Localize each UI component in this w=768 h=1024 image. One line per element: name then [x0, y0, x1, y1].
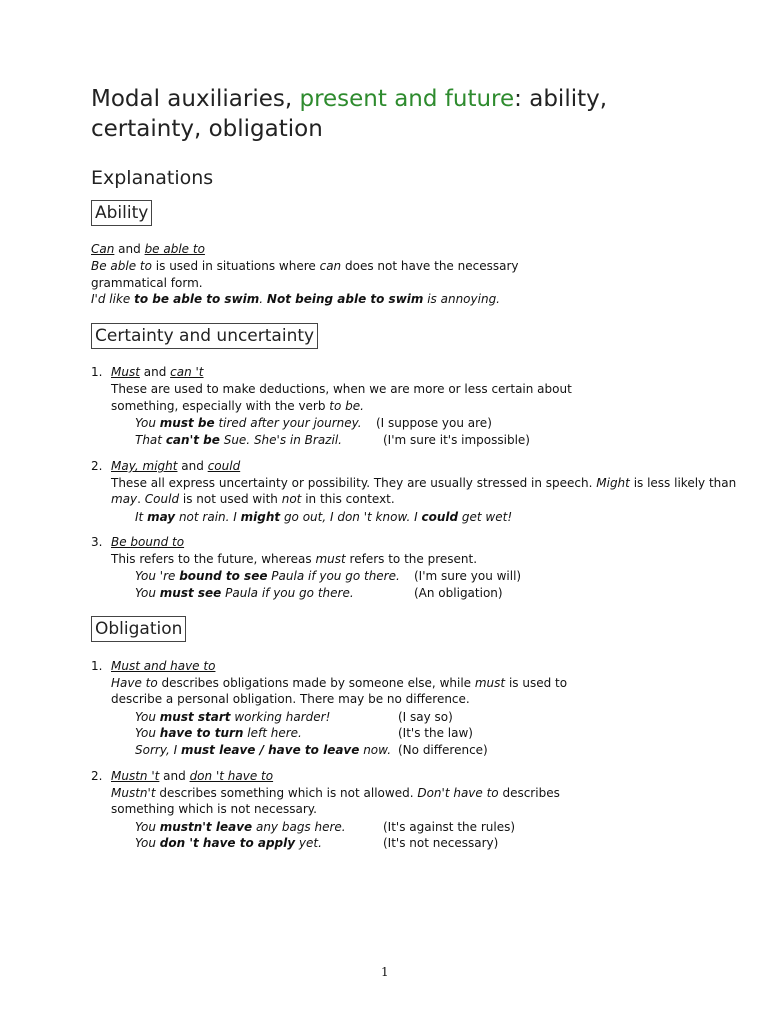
list-number: 3. [91, 535, 103, 549]
certainty-item3-example1: You 're bound to see Paula if you go there. [135, 569, 400, 583]
list-number: 1. [91, 659, 103, 673]
obligation-item2-note1: (It's against the rules) [383, 820, 516, 834]
list-number: 2. [91, 459, 103, 473]
certainty-item1-note1: (I suppose you are) [376, 416, 492, 430]
certainty-item1-example2: That can't be Sue. She's in Brazil. [135, 433, 342, 447]
obligation-heading: Obligation [91, 616, 186, 642]
obligation-item1-example3: Sorry, I must leave / have to leave now. [135, 743, 392, 757]
obligation-item2-example2: You don 't have to apply yet. [135, 836, 322, 850]
ability-example: I'd like to be able to swim. Not being able to swim is annoying. [91, 292, 500, 306]
certainty-item2-title: May, might and could [111, 459, 241, 473]
obligation-item1-title: Must and have to [111, 659, 216, 673]
obligation-item1-desc2: describe a personal obligation. There may be no difference. [111, 692, 470, 706]
ability-heading: Ability [91, 200, 152, 226]
certainty-item1-desc2: something, especially with the verb to be. [111, 399, 364, 413]
obligation-item1-note3: (No difference) [398, 743, 488, 757]
certainty-item3-example2: You must see Paula if you go there. [135, 586, 354, 600]
certainty-item3-note1: (I'm sure you will) [414, 569, 522, 583]
obligation-item2-example1: You mustn't leave any bags here. [135, 820, 346, 834]
obligation-item1-desc1: Have to describes obligations made by someone else, while must is used to [111, 676, 568, 690]
list-number: 2. [91, 769, 103, 783]
obligation-item2-desc2: something which is not necessary. [111, 802, 317, 816]
ability-desc-line2: grammatical form. [91, 276, 203, 290]
ability-desc-line1: Be able to is used in situations where can does not have the necessary [91, 259, 519, 273]
obligation-item1-note2: (It's the law) [398, 726, 473, 740]
title-highlight: present and future [299, 86, 515, 112]
obligation-item1-example1: You must start working harder! [135, 710, 331, 724]
certainty-item2-example: It may not rain. I might go out, I don 't know. I could get wet! [135, 510, 513, 524]
certainty-item1-example1: You must be tired after your journey. [135, 416, 362, 430]
obligation-item1-example2: You have to turn left here. [135, 726, 302, 740]
certainty-item1-note2: (I'm sure it's impossible) [383, 433, 530, 447]
certainty-item3-desc: This refers to the future, whereas must refers to the present. [111, 552, 478, 566]
explanations-heading: Explanations [91, 167, 214, 189]
page-title-line2: certainty, obligation [91, 116, 323, 142]
certainty-item3-title: Be bound to [111, 535, 185, 549]
certainty-item2-desc1: These all express uncertainty or possibility. They are usually stressed in speech. Might is less likely than [111, 476, 737, 490]
list-number: 1. [91, 365, 103, 379]
obligation-item2-note2: (It's not necessary) [383, 836, 499, 850]
obligation-item2-title: Mustn 't and don 't have to [111, 769, 274, 783]
certainty-item1-title: Must and can 't [111, 365, 204, 379]
certainty-item1-desc1: These are used to make deductions, when we are more or less certain about [111, 382, 572, 396]
certainty-item3-note2: (An obligation) [414, 586, 503, 600]
ability-subtitle: Can and be able to [91, 242, 205, 256]
obligation-item1-note1: (I say so) [398, 710, 453, 724]
obligation-item2-desc1: Mustn't describes something which is not allowed. Don't have to describes [111, 786, 560, 800]
certainty-heading: Certainty and uncertainty [91, 323, 318, 349]
page-number: 1 [381, 965, 389, 979]
page-title: Modal auxiliaries, present and future: ability, [91, 86, 608, 112]
certainty-item2-desc2: may. Could is not used with not in this context. [111, 492, 395, 506]
